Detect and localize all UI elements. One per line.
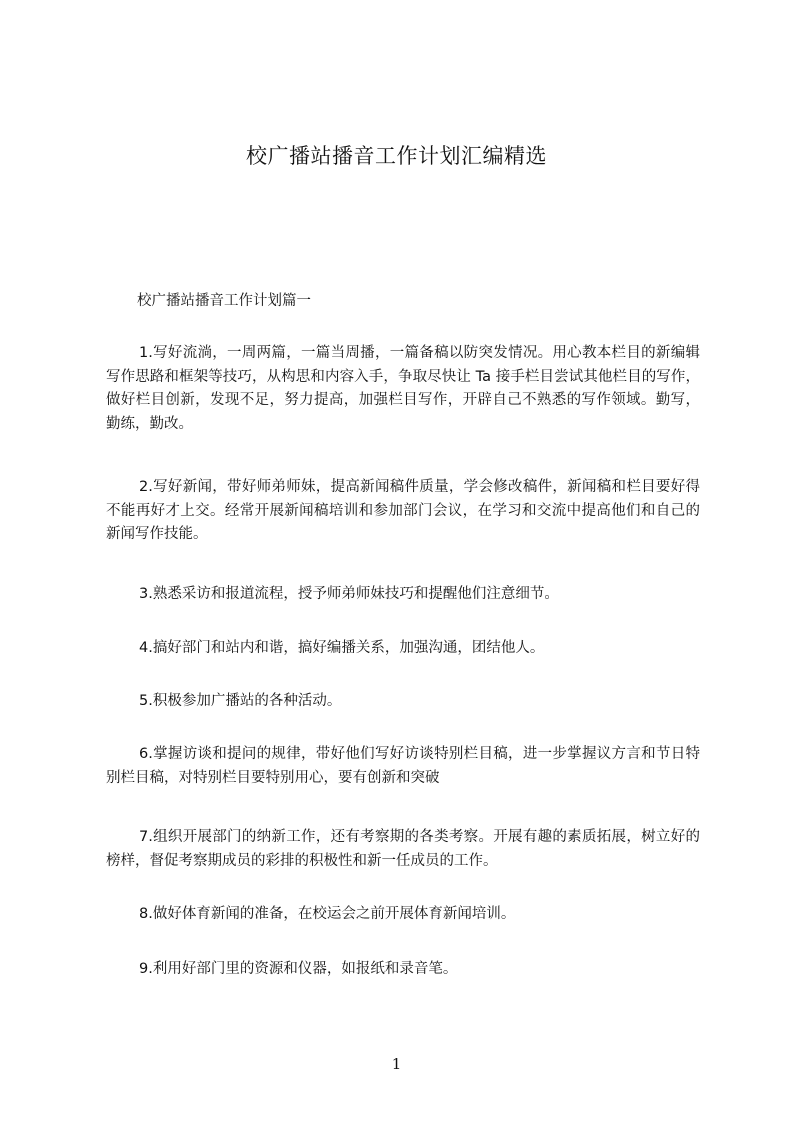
page-number: 1 (391, 1055, 402, 1073)
paragraph-2: 2.写好新闻，带好师弟师妹，提高新闻稿件质量，学会修改稿件，新闻稿和栏目要好得不能再好才上交。经常开展新闻稿培训和参加部门会议，在学习和交流中提高他们和自己的新闻写作技能。 (106, 479, 700, 542)
paragraph-1: 1.写好流淌，一周两篇，一篇当周播，一篇备稿以防突发情况。用心教本栏目的新编辑写作思路和框架等技巧，从构思和内容入手，争取尽快让 Ta 接手栏目尝试其他栏目的写作，做好栏目创新，发现不足，努力提高，加强栏目写作，开辟自己不熟悉的写作领域。勤写，勤练，勤改。 (106, 345, 700, 432)
paragraph-8: 8.做好体育新闻的准备，在校运会之前开展体育新闻培训。 (139, 906, 516, 922)
paragraph-9: 9.利用好部门里的资源和仪器，如报纸和录音笔。 (139, 961, 458, 977)
document-title: 校广播站播音工作计划汇编精选 (246, 144, 547, 168)
paragraph-6: 6.掌握访谈和提问的规律，带好他们写好访谈特别栏目稿，进一步掌握议方言和节日特别栏目稿，对特别栏目要特别用心，要有创新和突破 (106, 746, 700, 786)
paragraph-3: 3.熟悉采访和报道流程，授予师弟师妹技巧和提醒他们注意细节。 (139, 586, 559, 602)
paragraph-5: 5.积极参加广播站的各种活动。 (139, 693, 342, 709)
paragraph-7: 7.组织开展部门的纳新工作，还有考察期的各类考察。开展有趣的素质拓展，树立好的榜样，督促考察期成员的彩排的积极性和新一任成员的工作。 (106, 829, 700, 869)
paragraph-4: 4.搞好部门和站内和谐，搞好编播关系，加强沟通，团结他人。 (139, 640, 545, 656)
section-heading: 校广播站播音工作计划篇一 (137, 293, 311, 309)
